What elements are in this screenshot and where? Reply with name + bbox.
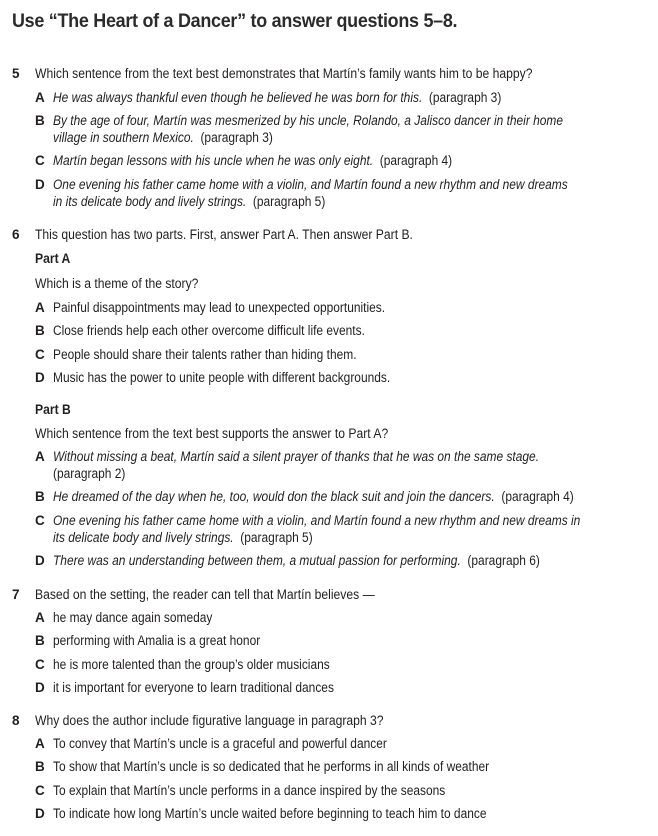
question-number: 7 [12,587,20,602]
option-letter: D [35,680,45,695]
option-reference: (paragraph 2) [53,466,126,481]
question-number: 8 [12,713,20,728]
option-quote: One evening his father came home with a violin, and Martín found a new rhythm and new dreams in [53,513,581,528]
option-text: To convey that Martín’s uncle is a graceful and powerful dancer [53,736,387,751]
option-reference: (paragraph 3) [200,130,273,145]
option-letter: D [35,553,45,568]
option-letter: D [35,806,45,821]
option-text: To show that Martín’s uncle is so dedicated that he performs in all kinds of weather [53,759,490,774]
option-letter: D [35,177,45,192]
option-reference: (paragraph 6) [467,553,540,568]
option-reference: (paragraph 3) [428,90,502,105]
option-quote: its delicate body and lively strings. [53,530,234,545]
option-quote: Without missing a beat, Martín said a silent prayer of thanks that he was on the same stage. [53,449,540,464]
option-reference: (paragraph 4) [501,489,574,504]
question-stem: This question has two parts. First, answer Part A. Then answer Part B. [35,227,413,242]
question-stem: Why does the author include figurative language in paragraph 3? [35,713,384,728]
option-letter: B [35,489,45,504]
part-b-label: Part B [35,402,71,417]
option-quote: By the age of four, Martín was mesmerized by his uncle, Rolando, a Jalisco dancer in their home [53,113,564,128]
option-letter: C [35,347,45,362]
question-stem: Which sentence from the text best demonstrates that Martín’s family wants him to be happy? [35,66,533,81]
option-reference: (paragraph 5) [240,530,313,545]
option-letter: B [35,323,45,338]
option-quote: He was always thankful even though he believed he was born for this. [53,90,423,105]
section-title: Use “The Heart of a Dancer” to answer questions 5–8. [12,10,458,32]
option-text: he is more talented than the group’s older musicians [53,657,330,672]
option-reference: (paragraph 5) [252,194,326,209]
option-text: performing with Amalia is a great honor [53,633,261,648]
option-letter: D [35,370,45,385]
option-quote: in its delicate body and lively strings. [53,194,247,209]
option-text: Painful disappointments may lead to unexpected opportunities. [53,300,386,315]
option-quote: village in southern Mexico. [53,130,194,145]
option-letter: B [35,759,45,774]
option-quote: There was an understanding between them, a mutual passion for performing. [53,553,461,568]
option-letter: B [35,633,45,648]
question-number: 6 [12,227,20,242]
option-quote: Martín began lessons with his uncle when he was only eight. [53,153,374,168]
question-stem: Based on the setting, the reader can tell that Martín believes — [35,587,375,602]
option-letter: C [35,513,45,528]
option-text: Close friends help each other overcome difficult life events. [53,323,365,338]
option-text: Music has the power to unite people with different backgrounds. [53,370,391,385]
option-text: To indicate how long Martín’s uncle waited before beginning to teach him to dance [53,806,487,821]
option-letter: C [35,153,45,168]
option-quote: One evening his father came home with a violin, and Martín found a new rhythm and new dreams [53,177,568,192]
option-quote: He dreamed of the day when he, too, would don the black suit and join the dancers. [53,489,495,504]
option-text: it is important for everyone to learn traditional dances [53,680,334,695]
part-a-prompt: Which is a theme of the story? [35,276,199,291]
option-letter: A [35,90,45,105]
option-letter: B [35,113,45,128]
option-text: People should share their talents rather than hiding them. [53,347,357,362]
option-text: he may dance again someday [53,610,213,625]
option-letter: A [35,736,45,751]
option-letter: A [35,300,45,315]
question-number: 5 [12,66,20,81]
option-text: To explain that Martín’s uncle performs in a dance inspired by the seasons [53,783,446,798]
option-letter: A [35,610,45,625]
option-reference: (paragraph 4) [379,153,453,168]
part-a-label: Part A [35,251,71,266]
option-letter: C [35,783,45,798]
option-letter: A [35,449,45,464]
option-letter: C [35,657,45,672]
part-b-prompt: Which sentence from the text best supports the answer to Part A? [35,426,389,441]
